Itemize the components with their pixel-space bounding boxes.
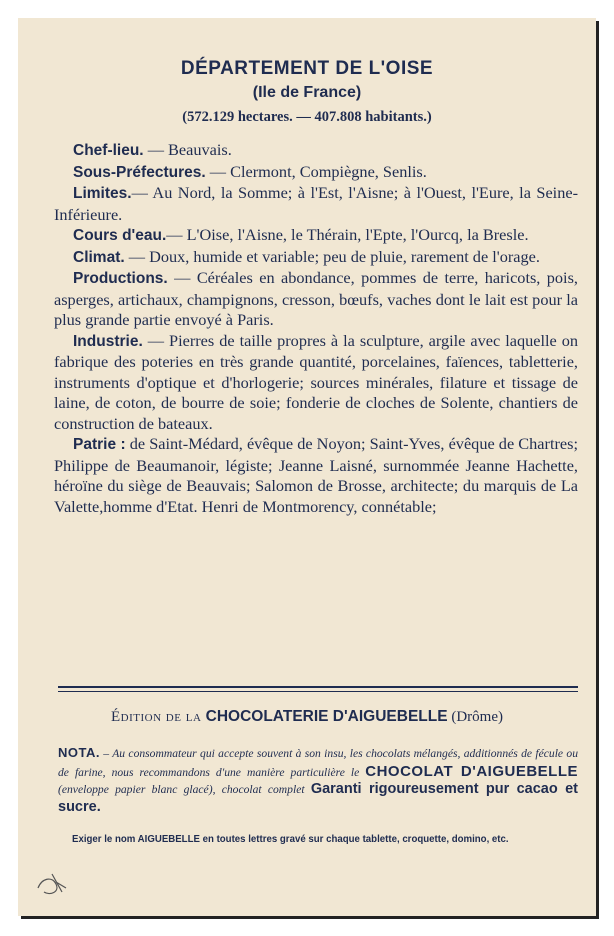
section-text: — Pierres de taille propres à la sculpture, argile avec laquelle on fabrique des poteries en très grande quantité, porcelaines, faïences, tabletterie, instruments d'optique et d'horlogerie; sources minérales, filature et tissage de laine, de coton, de bourre de soie; fonderie de cloches de Solente, chantiers de construction de bateaux. (54, 330, 578, 433)
page-title: DÉPARTEMENT DE L'OISE (180, 58, 434, 79)
nota-label: NOTA. (58, 745, 100, 760)
department-description (54, 140, 578, 517)
section-text: — Doux, humide et variable; peu de pluie, rarement de l'orage. (124, 246, 540, 266)
section-cours-d-eau (54, 225, 578, 247)
section-productions (54, 268, 578, 331)
section-text: — Beauvais. (143, 140, 232, 159)
section-climat (54, 247, 578, 269)
section-limites (54, 183, 578, 225)
section-text: — Au Nord, la Somme; à l'Est, l'Aisne; à l'Ouest, l'Eure, la Seine-Inférieure. (54, 183, 578, 224)
section-chef-lieu (54, 140, 578, 162)
section-term: Cours d'eau. (73, 227, 167, 244)
section-industrie (54, 331, 578, 435)
section-sous-prefectures (54, 162, 578, 184)
edition-prefix: Édition de la (111, 709, 206, 725)
nota-guarantee: Garanti rigoureusement pur cacao et sucre. (58, 781, 578, 815)
section-text: — Clermont, Compiègne, Senlis. (205, 161, 427, 181)
section-term: Climat. (73, 248, 125, 266)
section-term: Industrie. (73, 332, 143, 350)
divider-thin (58, 691, 578, 692)
edition-brand: CHOCOLATERIE D'AIGUEBELLE (205, 708, 448, 725)
nota-paragraph (58, 744, 578, 816)
section-text: — L'Oise, l'Aisne, le Thérain, l'Epte, l'Ourcq, la Bresle. (166, 225, 529, 244)
nota-text-2: (enveloppe papier blanc glacé), chocolat complet (58, 783, 311, 796)
section-text: — Céréales en abondance, pommes de terre, haricots, pois, asperges, artichaux, champignons, cresson, bœufs, vaches dont le lait est pour la plus grande partie envoyé à Paris. (54, 268, 578, 329)
area-population: (572.129 hectares. — 407.808 habitants.) (182, 109, 432, 125)
edition-line (18, 708, 596, 726)
section-patrie (54, 434, 578, 517)
section-term: Productions. (73, 270, 168, 287)
section-term: Sous-Préfectures. (73, 163, 206, 181)
region-subtitle: (Ile de France) (252, 84, 362, 101)
section-term: Chef-lieu. (73, 142, 144, 159)
edition-suffix: (Drôme) (447, 709, 503, 725)
nota-text-1: – Au consommateur qui accepte souvent à son insu, les chocolats mélangés, additionnés de fécule ou de farine, nous recommandons d'une manière particulière le (58, 747, 578, 779)
section-term: Patrie : (73, 436, 126, 453)
section-text: de Saint-Médard, évêque de Noyon; Saint-Yves, évêque de Chartres; Philippe de Beaumanoir, légiste; Jeanne Laisné, surnommée Jeanne Hachette, héroïne du siège de Beauvais; Salomon de Brosse, architecte; du marquis de La Valette,homme d'Etat. Henri de Montmorency, connétable; (54, 434, 578, 516)
postcard (18, 18, 596, 916)
handwritten-mark-icon (32, 866, 72, 902)
divider-thick (58, 686, 578, 688)
nota-brand: CHOCOLAT D'AIGUEBELLE (365, 762, 578, 780)
section-term: Limites. (73, 185, 132, 202)
footnote: Exiger le nom AIGUEBELLE en toutes lettres gravé sur chaque tablette, croquette, domino, etc. (72, 833, 509, 845)
